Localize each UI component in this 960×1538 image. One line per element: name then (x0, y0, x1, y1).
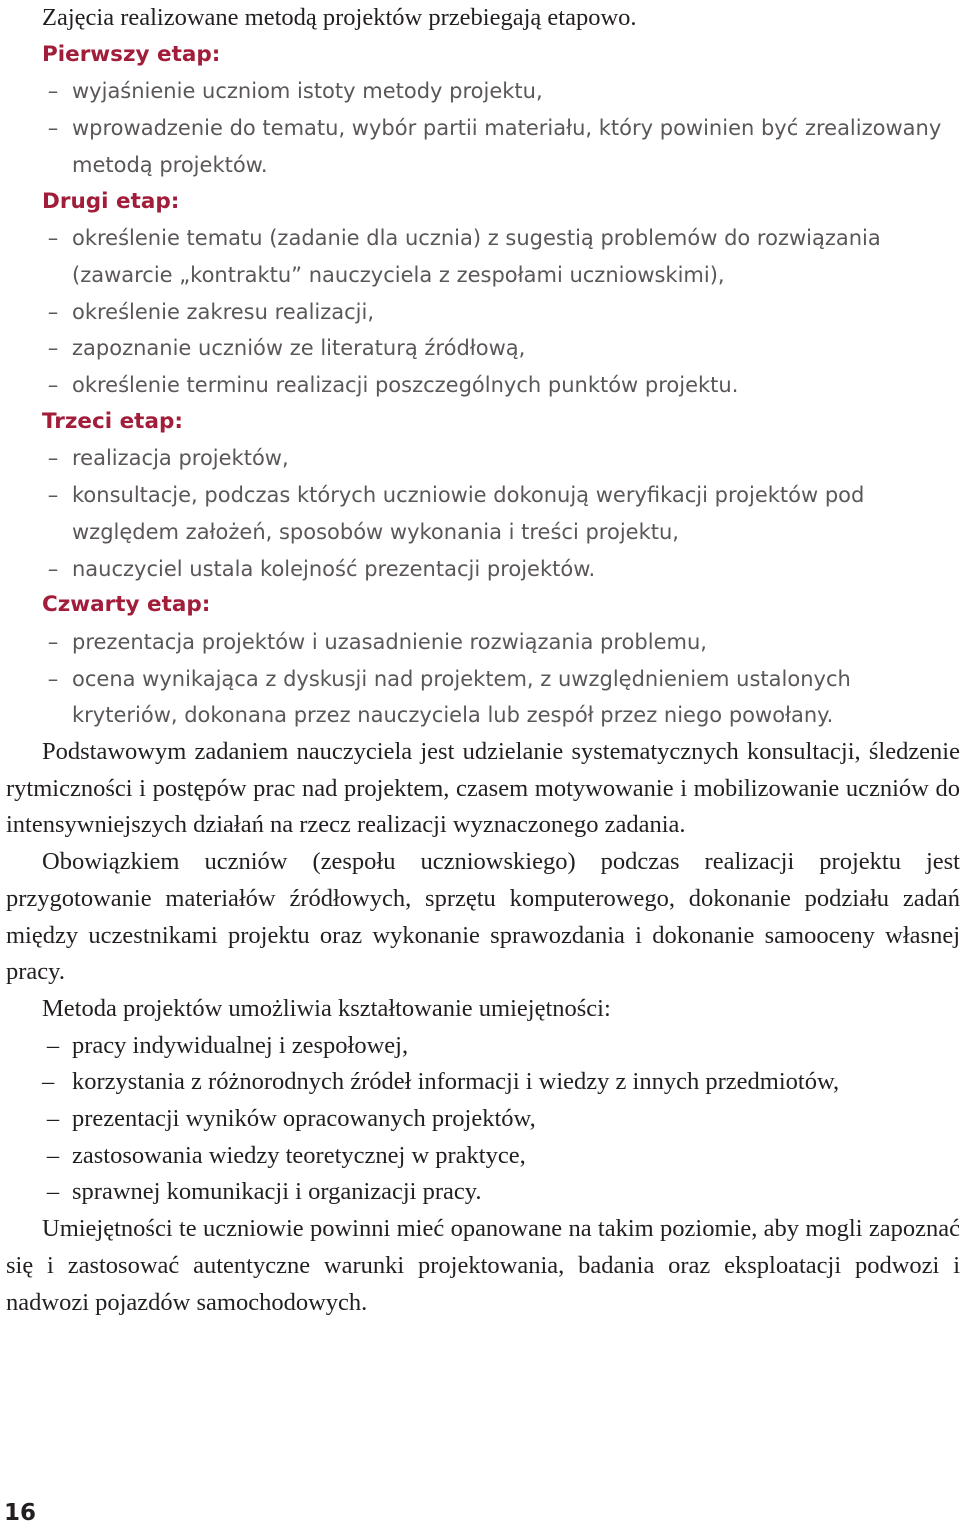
dash-bullet: – (47, 336, 59, 361)
stage-list-item (6, 624, 960, 661)
stage-section (6, 37, 960, 184)
dash-bullet: – (47, 299, 59, 324)
intro-paragraph: Zajęcia realizowane metodą projektów przebiegają etapowo. (42, 4, 637, 31)
dash-bullet: – (47, 373, 59, 397)
skills-list-item (6, 1064, 960, 1101)
stage-item-text: nauczyciel ustala kolejność prezentacji projektów. (72, 556, 596, 581)
stage-item-text: wyjaśnienie uczniom istoty metody projektu, (72, 79, 543, 104)
stage-item-text: zapoznanie uczniów ze literaturą źródłową, (72, 336, 526, 361)
dash-bullet: – (42, 1068, 55, 1096)
dash-bullet: – (47, 226, 59, 251)
dash-bullet: – (47, 556, 59, 581)
stage-item-text: określenie tematu (zadanie dla ucznia) z sugestią problemów do rozwiązania (zawarcie „kontraktu” nauczyciela z zespołami uczniowskimi), (72, 226, 881, 287)
dash-bullet: – (46, 1141, 60, 1169)
stage-list-item (6, 294, 960, 331)
stage-heading: Trzeci etap: (42, 408, 183, 434)
stage-list-item (6, 367, 960, 404)
stage-section (6, 587, 960, 734)
dash-bullet: – (46, 1105, 60, 1133)
dash-bullet: – (47, 629, 59, 654)
stage-heading: Drugi etap: (42, 188, 180, 214)
stage-heading: Pierwszy etap: (42, 41, 221, 67)
stage-list-item (6, 110, 960, 183)
skills-intro-paragraph: Metoda projektów umożliwia kształtowanie umiejętności: (42, 994, 611, 1022)
stage-item-text: ocena wynikająca z dyskusji nad projektem, z uwzględnieniem ustalonych kryteriów, dokonana przez nauczyciela lub zespół przez niego powołany. (72, 666, 851, 728)
skill-text: sprawnej komunikacji i organizacji pracy. (72, 1178, 482, 1206)
stage-section (6, 184, 960, 404)
dash-bullet: – (46, 1178, 60, 1206)
dash-bullet: – (47, 446, 59, 471)
document-page (6, 0, 960, 1321)
stage-item-text: prezentacja projektów i uzasadnienie rozwiązania problemu, (72, 629, 707, 654)
stage-list-item (6, 73, 960, 110)
skill-text: prezentacji wyników opracowanych projektów, (72, 1105, 536, 1133)
stage-item-text: realizacja projektów, (72, 446, 289, 471)
closing-paragraph: Umiejętności te uczniowie powinni mieć opanowane na takim poziomie, aby mogli zapoznać się i zastosować autentyczne warunki projektowania, badania oraz eksploatacji podwozi i nadwozi pojazdów samochodowych. (6, 1215, 960, 1316)
stage-list-item (6, 551, 960, 588)
dash-bullet: – (46, 1031, 60, 1059)
dash-bullet: – (47, 666, 59, 691)
skill-text: zastosowania wiedzy teoretycznej w praktyce, (72, 1141, 526, 1169)
student-duty-paragraph: Obowiązkiem uczniów (zespołu uczniowskiego) podczas realizacji projektu jest przygotowanie materiałów źródłowych, sprzętu komputerowego, dokonanie podziału zadań między uczestnikami projektu oraz wykonanie sprawozdania i dokonanie samooceny własnej pracy. (6, 848, 960, 986)
dash-bullet: – (47, 116, 59, 141)
skill-text: korzystania z różnorodnych źródeł informacji i wiedzy z innych przedmiotów, (72, 1068, 840, 1096)
stage-list-item (6, 440, 960, 477)
stage-heading: Czwarty etap: (42, 592, 211, 618)
skills-list-item (6, 1174, 960, 1211)
stage-item-text: wprowadzenie do tematu, wybór partii materiału, który powinien być zrealizowany metodą projektów. (72, 116, 942, 177)
stage-item-text: konsultacje, podczas których uczniowie dokonują weryfikacji projektów pod względem założeń, sposobów wykonania i treści projektu, (72, 483, 865, 544)
dash-bullet: – (47, 483, 59, 508)
stage-list-item (6, 477, 960, 550)
skill-text: pracy indywidualnej i zespołowej, (72, 1031, 409, 1059)
stage-section (6, 404, 960, 588)
skills-list-item (6, 1101, 960, 1138)
stage-item-text: określenie terminu realizacji poszczególnych punktów projektu. (72, 373, 739, 397)
stage-list-item (6, 220, 960, 293)
skills-list (6, 1028, 960, 1212)
stage-list-item (6, 330, 960, 367)
stage-item-text: określenie zakresu realizacji, (72, 299, 375, 324)
teacher-task-paragraph: Podstawowym zadaniem nauczyciela jest udzielanie systematycznych konsultacji, śledzenie rytmiczności i postępów prac nad projektem, czasem motywowanie i mobilizowanie uczniów do intensywniejszych działań na rzecz realizacji wyznaczonego zadania. (6, 738, 960, 839)
page-number: 16 (4, 1500, 37, 1526)
stage-list-item (6, 661, 960, 734)
skills-list-item (6, 1138, 960, 1175)
skills-list-item (6, 1028, 960, 1065)
dash-bullet: – (47, 79, 59, 104)
